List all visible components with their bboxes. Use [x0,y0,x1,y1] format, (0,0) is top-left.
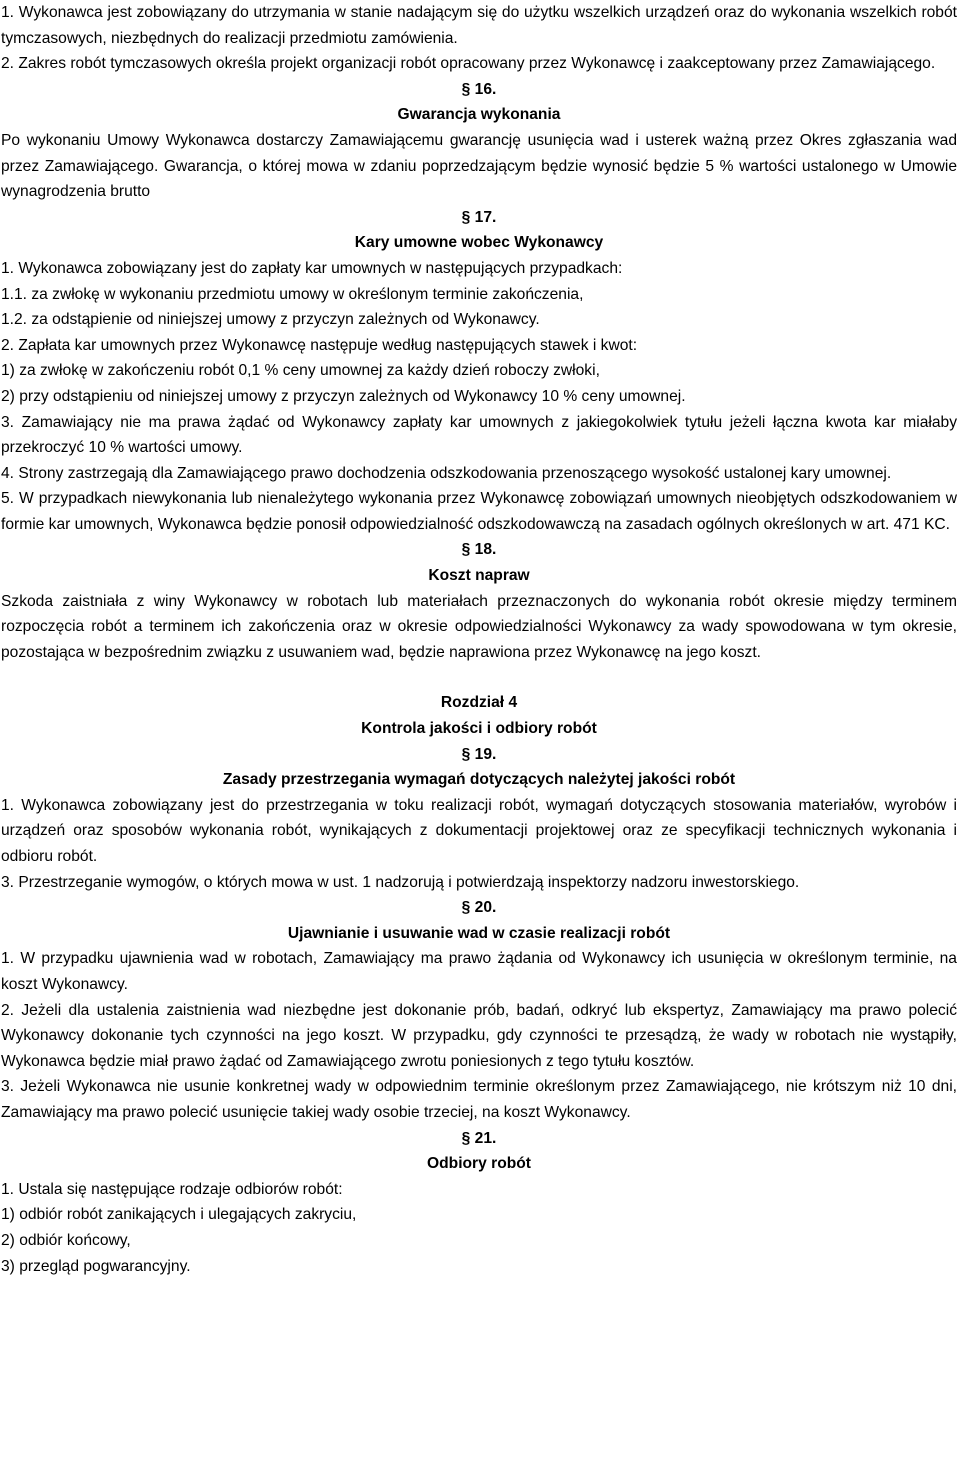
section-19-title: Zasady przestrzegania wymagań dotyczących należytej jakości robót [222,771,736,789]
section-16-text: Po wykonaniu Umowy Wykonawca dostarczy Zamawiającemu gwarancję usunięcia wad i usterek ważną przez Okres zgłaszania wad przez Zamawiającego. Gwarancja, o której mowa w zdaniu poprzedzającym będzie wynosić będzie 5 % wartości ustalonego w Umowie wynagrodzenia brutto [1,131,957,201]
section-17-item: 1) za zwłokę w zakończeniu robót 0,1 % ceny umownej za każdy dzień roboczy zwłoki, [1,362,600,380]
section-19-item: 1. Wykonawca zobowiązany jest do przestrzegania w toku realizacji robót, wymagań dotyczących stosowania materiałów, wyrobów i urządzeń oraz sposobów wykonania robót, wynikających z dokumentacji projektowej oraz ze specyfikacji technicznych wykonania i odbioru robót. [1,796,957,865]
section-20-item: 3. Jeżeli Wykonawca nie usunie konkretnej wady w odpowiednim terminie określonym przez Zamawiającego, nie krótszym niż 10 dni, Zamawiający ma prawo polecić usunięcie takiej wady osobie trzeciej, na koszt Wykonawcy. [1,1078,957,1121]
chapter-title: Kontrola jakości i odbiory robót [361,720,597,738]
section-16-number: § 16. [461,80,497,98]
section-21-item: 2) odbiór końcowy, [1,1231,131,1249]
section-17-item: 1. Wykonawca zobowiązany jest do zapłaty kar umownych w następujących przypadkach: [1,259,623,277]
section-19-item: 3. Przestrzeganie wymogów, o których mowa w ust. 1 nadzorują i potwierdzają inspektorzy nadzoru inwestorskiego. [1,873,800,891]
section-17-number: § 17. [461,208,497,226]
section-18-title: Koszt napraw [428,567,530,585]
section-21-item: 1) odbiór robót zanikających i ulegających zakryciu, [1,1206,357,1224]
section-21-number: § 21. [461,1129,497,1147]
section-17-item: 4. Strony zastrzegają dla Zamawiającego prawo dochodzenia odszkodowania przenoszącego wysokość ustalonej kary umownej. [1,464,892,482]
section-20-number: § 20. [461,899,497,917]
section-17-item: 3. Zamawiający nie ma prawa żądać od Wykonawcy zapłaty kar umownych z jakiegokolwiek tytułu jeżeli łączna kwota kar miałaby przekroczyć 10 % wartości umowy. [1,413,957,457]
section-17-item: 2) przy odstąpieniu od niniejszej umowy z przyczyn zależnych od Wykonawcy 10 % ceny umownej. [1,387,686,405]
section-17-item: 2. Zapłata kar umownych przez Wykonawcę następuje według następujących stawek i kwot: [1,336,638,354]
paragraph-2: 2. Zakres robót tymczasowych określa projekt organizacji robót opracowany przez Wykonawcę i zaakceptowany przez Zamawiającego. [1,55,936,73]
section-18-text: Szkoda zaistniała z winy Wykonawcy w robotach lub materiałach przeznaczonych do wykonania robót okresie między terminem rozpoczęcia robót a terminem ich zakończenia oraz w okresie odpowiedzialności Wykonawcy za wady spowodowana w tym okresie, pozostająca w bezpośrednim związku z usuwaniem wad, będzie naprawiona przez Wykonawcę na jego koszt. [1,592,957,661]
spacer [1,665,957,690]
section-20-item: 2. Jeżeli dla ustalenia zaistnienia wad niezbędne jest dokonanie prób, badań, odkryć lub ekspertyz, Zamawiający ma prawo polecić Wykonawcy dokonanie tych czynności na jego koszt. W przypadku, gdy czynności te przesądzą, że wady w robotach nie wystąpiły, Wykonawca będzie miał prawo żądać od Zamawiającego zwrotu poniesionych z tego tytułu kosztów. [1,1001,957,1070]
section-18-number: § 18. [461,541,497,559]
section-20-item: 1. W przypadku ujawnienia wad w robotach, Zamawiający ma prawo żądania od Wykonawcy ich usunięcia w określonym terminie, na koszt Wykonawcy. [1,950,957,993]
section-21-title: Odbiory robót [427,1155,531,1173]
section-17-title: Kary umowne wobec Wykonawcy [354,234,604,252]
section-16-title: Gwarancja wykonania [397,106,561,124]
paragraph-1: 1. Wykonawca jest zobowiązany do utrzymania w stanie nadającym się do użytku wszelkich urządzeń oraz do wykonania wszelkich robót tymczasowych, niezbędnych do realizacji przedmiotu zamówienia. [1,4,957,47]
section-21-item: 3) przegląd pogwarancyjny. [1,1257,191,1275]
section-17-item: 1.2. za odstąpienie od niniejszej umowy z przyczyn zależnych od Wykonawcy. [1,311,540,329]
section-19-number: § 19. [461,745,497,763]
chapter-label: Rozdział 4 [440,694,518,712]
section-17-item: 1.1. za zwłokę w wykonaniu przedmiotu umowy w określonym terminie zakończenia, [1,285,584,303]
section-17-item: 5. W przypadkach niewykonania lub nienależytego wykonania przez Wykonawcę zobowiązań umownych nieobjętych odszkodowaniem w formie kar umownych, Wykonawca będzie ponosił odpowiedzialność odszkodowawczą na zasadach ogólnych określonych w art. 471 KC. [1,490,957,533]
section-21-item: 1. Ustala się następujące rodzaje odbiorów robót: [1,1180,343,1198]
section-20-title: Ujawnianie i usuwanie wad w czasie realizacji robót [287,924,671,942]
